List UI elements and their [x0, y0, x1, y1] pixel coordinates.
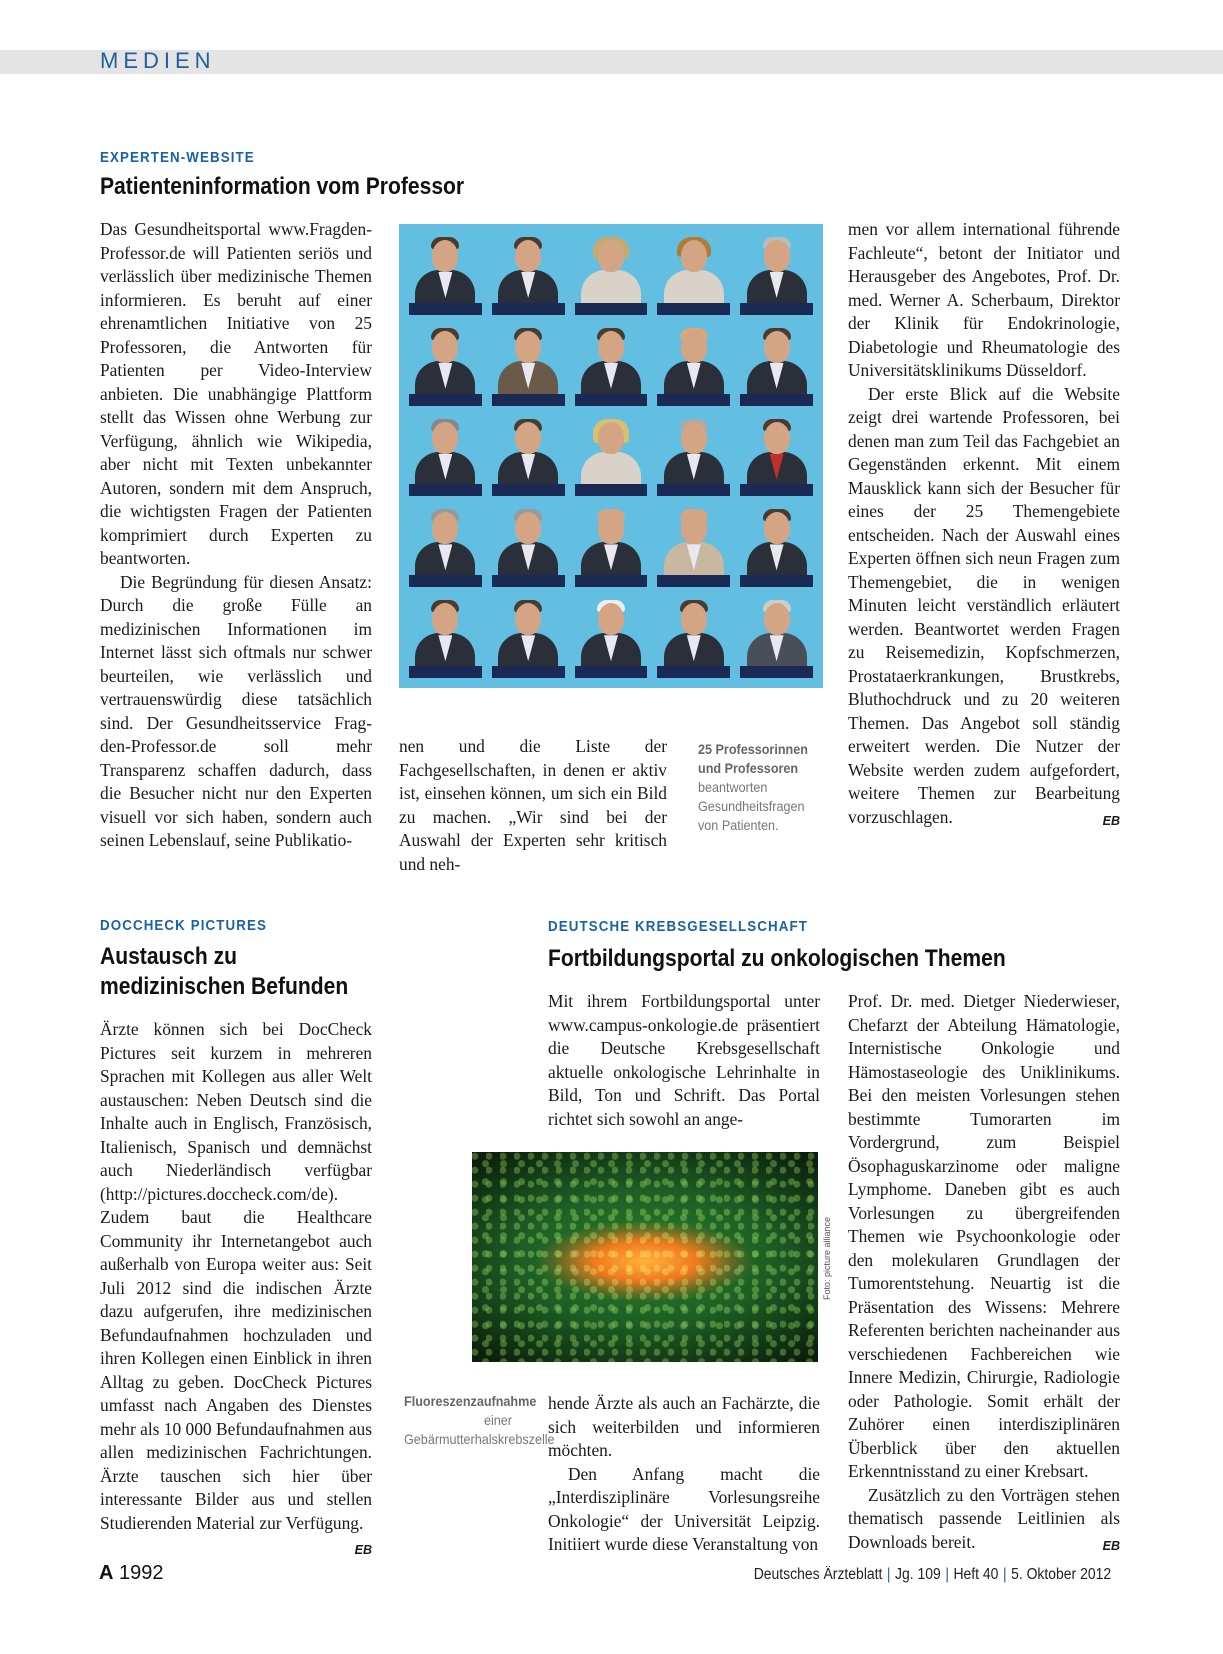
article1-headline: Patienteninformation vom Professor [100, 173, 465, 200]
professors-photo-grid [399, 224, 823, 688]
article3-paragraph: Mit ihrem Fortbildungsportal unter www.campus-onkologie.de präsentiert die Deutsche Krebsgesellschaft aktuelle onkologische Lehrinhalte in Bild, Ton und Schrift. Das Portal richtet sich sowohl an ange- [548, 991, 820, 1129]
professor-photo [490, 504, 567, 589]
professor-photo [655, 232, 732, 317]
article3-paragraph: Den Anfang macht die „Interdisziplinäre Vorlesungsreihe Onkologie“ der Universität Leipzig. Initiiert wurde diese Veranstaltung von [548, 1463, 820, 1554]
author-signature: EB [1102, 1538, 1120, 1553]
article1-kicker: EXPERTEN-WEBSITE [100, 150, 255, 166]
article3-kicker: DEUTSCHE KREBSGESELLSCHAFT [548, 919, 808, 935]
fluorescence-photo [472, 1152, 818, 1362]
article2-kicker: DOCCHECK PICTURES [100, 918, 268, 934]
article3-paragraph [848, 1484, 1120, 1555]
section-label: MEDIEN [100, 48, 216, 73]
journal-date: 5. Oktober 2012 [1010, 1566, 1111, 1583]
article2-headline: Austausch zu medizinischen Befunden [100, 943, 349, 1000]
caption-emphasis: 25 Professorinnen und Professoren [698, 741, 808, 776]
article1-paragraph [848, 383, 1120, 830]
professor-photo [573, 595, 650, 680]
professor-photo [490, 595, 567, 680]
professor-photo [490, 232, 567, 317]
paragraph-text: Zusätzlich zu den Vorträgen stehen thematisch passende Leitlinien als Downloads bereit. [848, 1484, 1120, 1552]
photo-credit: Foto: picture alliance [822, 1216, 832, 1300]
professor-photo [490, 414, 567, 499]
article3-column-2 [848, 990, 1120, 1558]
professor-photo [738, 414, 815, 499]
professor-photo [655, 323, 732, 408]
professor-photo [573, 414, 650, 499]
paragraph-text: Ärzte können sich bei DocCheck Pictures seit kurzem in mehreren Sprachen mit Kollegen aus aller Welt austauschen: Neben Deutsch sind die Inhalte auch in Englisch, Französisch, Italienisch, Spanisch und demnächst auch Niederländisch verfügbar (http://pictures.doccheck.com/de). Zudem baut die Healthcare Community ihr Internetangebot auch außerhalb von Europa weiter aus: Seit Juli 2012 sind die indischen Ärzte dazu aufgerufen, ihre medizinischen Befundaufnahmen hochzuladen und ihren Kollegen einen Einblick in ihren Alltag zu geben. DocCheck Pictures umfasst nach Angaben des Dienstes mehr als 10 000 Befundaufnahmen aus allen medizinischen Fachrichtungen. Ärzte tauschen sich hier über interessante Bilder aus und stellen Studierenden Material zur Verfügung. [100, 1019, 372, 1533]
page-number [99, 1562, 164, 1585]
journal-issue: Heft 40 [953, 1566, 999, 1583]
professor-photo [738, 232, 815, 317]
professor-photo [407, 504, 484, 589]
article1-column-2 [399, 735, 667, 876]
caption-emphasis: Fluoreszenzaufnahme [404, 1393, 537, 1409]
professor-photo [490, 323, 567, 408]
article3-column-1-bottom [548, 1392, 820, 1557]
article2-column [100, 1018, 372, 1563]
journal-info: Deutsches Ärzteblatt | Jg. 109 | Heft 40 | 5. Oktober 2012 [753, 1566, 1111, 1583]
professor-photo [738, 504, 815, 589]
caption-text: einer Gebärmutterhalskrebszelle [404, 1412, 555, 1447]
professor-photo [407, 595, 484, 680]
journal-volume: Jg. 109 [894, 1566, 941, 1583]
author-signature: EB [1102, 813, 1120, 828]
article1-paragraph: Die Begründung für diesen Ansatz: Durch die große Fülle an medizinischen Informationen im Internet lässt sich oftmals nur schwer beurteilen, wie verlässlich und vertrauenswürdig diese tatsächlich sind. Der Gesundheitsservice Frag-den-Professor.de soll mehr Transparenz schaffen dadurch, dass die Besucher nicht nur den Experten visuell vor sich haben, sondern auch seinen Lebenslauf, seine Publikatio- [100, 571, 372, 850]
article3-paragraph: hende Ärzte als auch an Fachärzte, die sich weiterbilden und informieren möchten. [548, 1393, 820, 1460]
article3-paragraph: Prof. Dr. med. Dietger Niederwieser, Chefarzt der Abteilung Hämatologie, Internistische Onkologie und Hämostaseologie des Uniklinikums. Bei den meisten Vorlesungen stehen bestimmte Tumorarten im Vordergrund, zum Beispiel Ösophaguskarzinome oder maligne Lymphome. Daneben gibt es auch Vorlesungen zu übergreifenden Themen wie Psychoonkologie oder den molekularen Grundlagen der Tumorentstehung. Neuartig ist die Präsentation des Wissens: Mehrere Referenten berichten nacheinander aus verschiedenen Fachbereichen wie Innere Medizin, Chirurgie, Radiologie oder Pathologie. Somit erhält der Zuhörer einen interdisziplinären Überblick über den aktuellen Erkenntnisstand zu einer Krebsart. [848, 991, 1120, 1481]
professor-photo [407, 232, 484, 317]
article3-column-1-top [548, 990, 820, 1131]
article3-photo-caption [404, 1392, 555, 1449]
page-prefix: A [99, 1562, 114, 1584]
professor-photo [407, 414, 484, 499]
caption-text: beantworten Gesundheitsfragen von Patienten. [698, 779, 805, 833]
article2-paragraph [100, 1018, 372, 1557]
author-signature: EB [354, 1543, 372, 1557]
journal-name: Deutsches Ärzteblatt [753, 1566, 883, 1583]
professor-photo [407, 323, 484, 408]
professor-photo [738, 595, 815, 680]
article1-paragraph: men vor allem international führende Fachleute“, betont der Initiator und Herausgeber des Angebotes, Prof. Dr. med. Werner A. Scherbaum, Direktor der Klinik für Endokrinologie, Diabetologie und Rheumatologie des Universitätsklinikums Düsseldorf. [848, 219, 1120, 380]
professor-photo [573, 323, 650, 408]
professor-photo [655, 595, 732, 680]
article3-headline: Fortbildungsportal zu onkologischen Themen [548, 945, 1006, 972]
article1-photo-caption [698, 740, 820, 835]
article1-column-1 [100, 218, 372, 853]
professor-photo [655, 504, 732, 589]
article1-paragraph: Das Gesundheitsportal www.Fragden-Professor.de will Patienten seriös und verlässlich über medizinische Themen informieren. Es beruht auf einer ehrenamtlichen Initiative von 25 Professoren, die Antworten für Patienten per Video-Interview anbieten. Die unabhängige Plattform stellt das Wissen ohne Werbung zur Verfügung, ähnlich wie Wikipedia, aber nicht mit Texten unbekannter Autoren, sondern mit dem Anspruch, die wichtigsten Fragen der Patienten komprimiert durch Experten zu beantworten. [100, 219, 372, 568]
professor-photo [573, 504, 650, 589]
professor-photo [655, 414, 732, 499]
page-number-value: 1992 [119, 1562, 164, 1584]
paragraph-text: Der erste Blick auf die Website zeigt drei wartende Professoren, bei denen man zum Teil das Fachgebiet an Gegenständen erkennt. Mit einem Mausklick kann sich der Besucher für eines der 25 Themengebiete entscheiden. Nach der Auswahl eines Experten öffnen sich neun Fragen zum Themengebiet, die in wenigen Minuten leicht verständlich erläutert werden. Beantwortet werden Fragen zu Reisemedizin, Kopfschmerzen, Prostataerkrankungen, Brustkrebs, Bluthochdruck und zu 20 weiteren Themen. Das Angebot soll ständig erweitert werden. Die Nutzer der Website werden zudem aufgefordert, weitere Themen zur Bearbeitung vorzuschlagen. [848, 383, 1120, 827]
article1-column-3 [848, 218, 1120, 833]
professor-photo [738, 323, 815, 408]
article1-paragraph: nen und die Liste der Fachgesellschaften, in denen er aktiv ist, einsehen können, um sich ein Bild zu machen. „Wir sind bei der Auswahl der Experten sehr kritisch und neh- [399, 736, 667, 874]
professor-photo [573, 232, 650, 317]
